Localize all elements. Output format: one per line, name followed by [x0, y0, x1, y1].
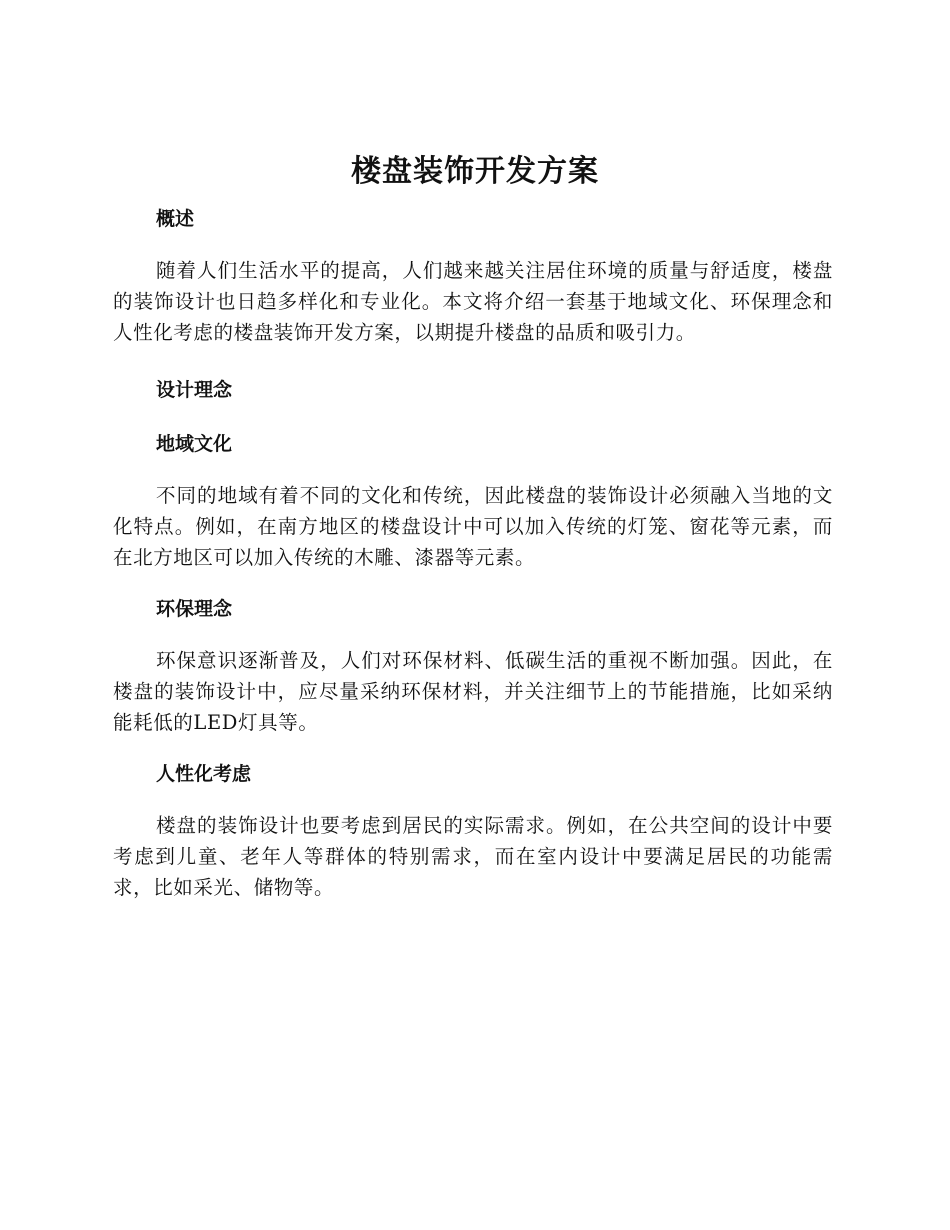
paragraph-eco-concept: 环保意识逐渐普及，人们对环保材料、低碳生活的重视不断加强。因此，在楼盘的装饰设计中，应尽量采纳环保材料，并关注细节上的节能措施，比如采纳能耗低的LED灯具等。 [113, 649, 833, 734]
subsection-heading-eco-concept: 环保理念 [156, 598, 233, 620]
paragraph-human-centered: 楼盘的装饰设计也要考虑到居民的实际需求。例如，在公共空间的设计中要考虑到儿童、老年人等群体的特别需求，而在室内设计中要满足居民的功能需求，比如采光、储物等。 [113, 814, 833, 899]
section-heading-overview: 概述 [156, 208, 195, 230]
section-heading-design-concept: 设计理念 [156, 379, 233, 401]
paragraph-overview: 随着人们生活水平的提高，人们越来越关注居住环境的质量与舒适度，楼盘的装饰设计也日趋多样化和专业化。本文将介绍一套基于地域文化、环保理念和人性化考虑的楼盘装饰开发方案，以期提升楼盘的品质和吸引力。 [113, 259, 833, 344]
subsection-heading-human-centered: 人性化考虑 [156, 763, 252, 785]
document-title: 楼盘装饰开发方案 [351, 154, 599, 189]
subsection-heading-regional-culture: 地域文化 [156, 433, 233, 455]
paragraph-regional-culture: 不同的地域有着不同的文化和传统，因此楼盘的装饰设计必须融入当地的文化特点。例如，在南方地区的楼盘设计中可以加入传统的灯笼、窗花等元素，而在北方地区可以加入传统的木雕、漆器等元素。 [113, 484, 833, 569]
document-body [113, 201, 833, 903]
